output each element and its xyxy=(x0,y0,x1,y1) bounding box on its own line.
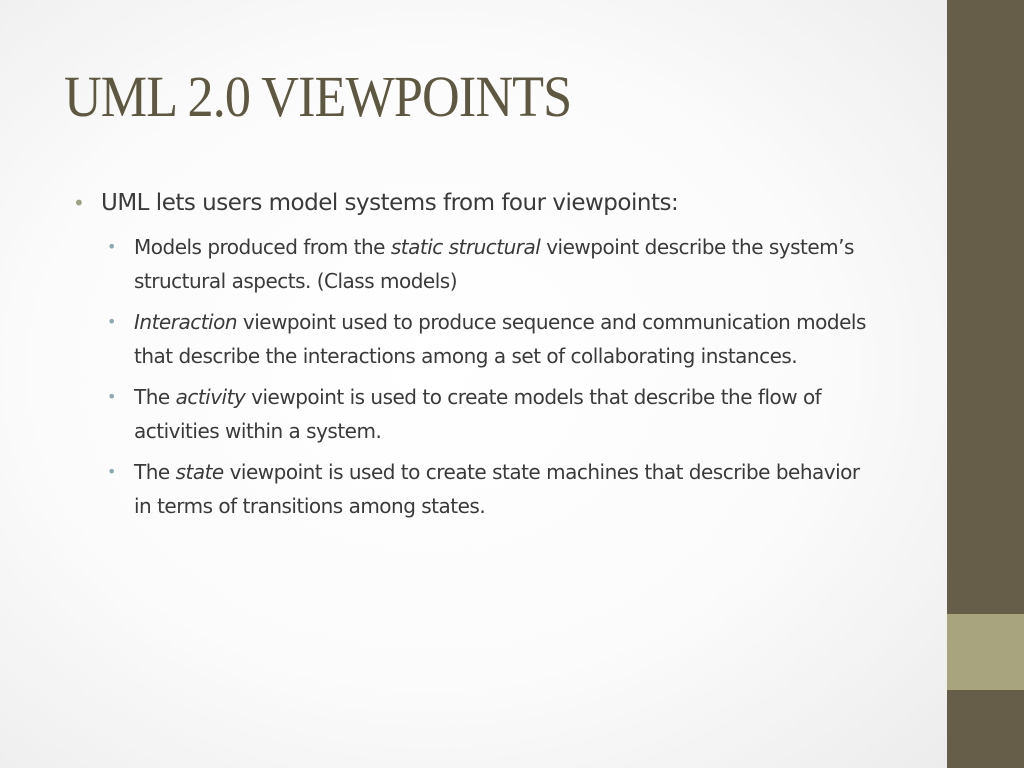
sub-bullet-static-structural xyxy=(72,230,872,298)
sub-bullet-activity xyxy=(72,380,872,448)
sub-bullet-text-after: viewpoint used to produce sequence and communication models that describe the interactions among a set of collaborating instances. xyxy=(134,310,866,368)
bullet-dot-icon: • xyxy=(107,462,116,481)
sub-bullet-text-after: viewpoint is used to create state machines that describe behavior in terms of transitions among states. xyxy=(134,460,860,518)
sidebar-accent-block xyxy=(947,614,1024,690)
bullet-dot-icon: • xyxy=(107,237,116,256)
bullet-dot-icon: • xyxy=(107,312,116,331)
main-bullet xyxy=(72,186,872,220)
sub-bullet-text-italic: static structural xyxy=(390,235,541,259)
sub-bullet-text-after: viewpoint is used to create models that describe the flow of activities within a system. xyxy=(134,385,822,443)
sub-bullet-text-italic: Interaction xyxy=(134,310,238,334)
slide-content xyxy=(72,186,872,530)
main-bullet-text: UML lets users model systems from four viewpoints: xyxy=(101,190,679,216)
sub-bullet-interaction xyxy=(72,305,872,373)
sidebar-bar xyxy=(947,0,1024,768)
sub-bullet-text-after: viewpoint describe the system’s structural aspects. (Class models) xyxy=(134,235,854,293)
bullet-dot-icon: • xyxy=(107,387,116,406)
bullet-dot-icon: • xyxy=(73,191,85,215)
sub-bullet-text-before: Models produced from the xyxy=(134,235,391,259)
sub-bullet-text-italic: state xyxy=(175,460,224,484)
sub-bullet-state xyxy=(72,455,872,523)
slide-title: UML 2.0 VIEWPOINTS xyxy=(64,64,572,129)
sub-bullet-text-italic: activity xyxy=(175,385,246,409)
sub-bullet-text-before: The xyxy=(134,385,176,409)
sub-bullet-list xyxy=(72,230,872,523)
sub-bullet-text-before: The xyxy=(134,460,176,484)
